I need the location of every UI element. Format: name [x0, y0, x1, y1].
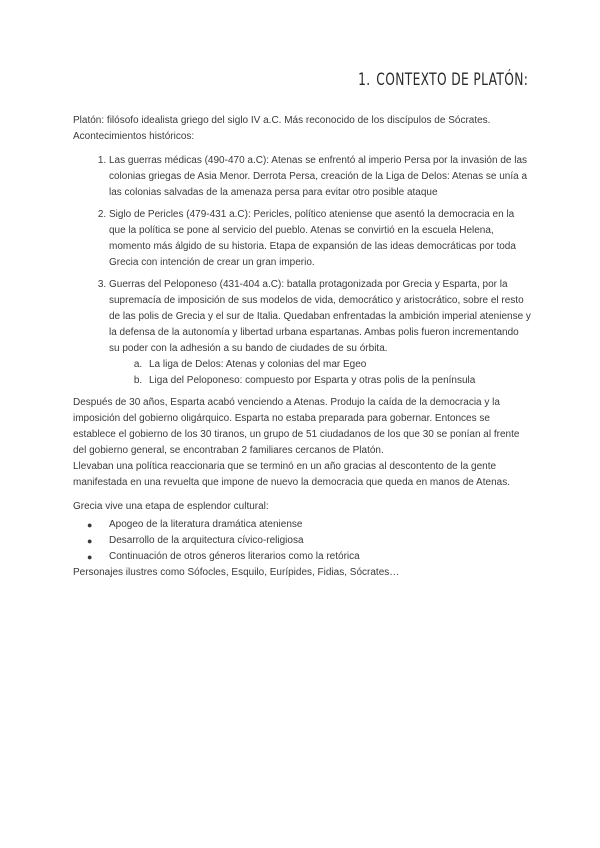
event-text: Las guerras médicas (490-470 a.C): Atenas se enfrentó al imperio Persa por la invasión de las colonias griegas de Asia Menor. Derrota Persa, creación de la Liga de Delos: Atenas se unía a las colonias salvadas de la amenaza persa para evitar otro posible ataque [109, 155, 528, 198]
title-number: 1. [357, 70, 371, 90]
intro-line-events: Acontecimientos históricos: [73, 131, 195, 142]
event-text: Siglo de Pericles (479-431 a.C): Pericles, político ateniense que asentó la democracia en la que la política se pone al servicio del pueblo. Atenas se convirtió en la escuela Helena, momento más álgido de su historia. Etapa de expansión de las ideas democráticas por toda Grecia con intención de crear un gran imperio. [109, 209, 516, 268]
after-war-paragraph: Después de 30 años, Esparta acabó venciendo a Atenas. Produjo la caída de la democracia y la imposición del gobierno oligárquico. Esparta no estaba preparada para gobernar. Entonces se establece el gobierno de los 30 tiranos, un grupo de 51 ciudadanos de los que 30 se ponían al frente del gobierno general, se encontraban 2 familiares cercanos de Platón. [73, 397, 520, 456]
title-text: CONTEXTO DE PLATÓN: [376, 70, 528, 90]
page-title [358, 72, 528, 88]
list-item [87, 517, 531, 533]
bullet-icon: ● [87, 520, 93, 530]
alliances-sublist [109, 357, 531, 389]
list-item-text: Desarrollo de la arquitectura cívico-religiosa [109, 535, 304, 546]
list-item-text: Apogeo de la literatura dramática ateniense [109, 519, 303, 530]
document-body [73, 113, 531, 581]
intro-paragraph [73, 113, 531, 145]
list-item [87, 533, 531, 549]
event-item [109, 277, 531, 389]
bullet-icon: ● [87, 552, 93, 562]
culture-list [73, 517, 531, 565]
reaction-paragraph: Llevaban una política reaccionaria que se terminó en un año gracias al descontento de la gente manifestada en una revuelta que impone de nuevo la democracia que queda en manos de Atenas. [73, 461, 510, 488]
list-item [87, 549, 531, 565]
culture-heading: Grecia vive una etapa de esplendor cultural: [73, 501, 269, 512]
list-item-text: Continuación de otros géneros literarios como la retórica [109, 551, 360, 562]
event-item [109, 153, 531, 201]
event-item [109, 207, 531, 271]
sublist-item: b. Liga del Peloponeso: compuesto por Esparta y otras polis de la península [145, 373, 531, 389]
sublist-item: a. La liga de Delos: Atenas y colonias del mar Egeo [145, 357, 531, 373]
events-list [73, 153, 531, 389]
personajes-line: Personajes ilustres como Sófocles, Esquilo, Eurípides, Fidias, Sócrates… [73, 567, 400, 578]
bullet-icon: ● [87, 536, 93, 546]
intro-line-plato: Platón: filósofo idealista griego del siglo IV a.C. Más reconocido de los discípulos de Sócrates. [73, 115, 491, 126]
event-text: Guerras del Peloponeso (431-404 a.C): batalla protagonizada por Grecia y Esparta, por la supremacía de imposición de sus modelos de vida, democrático y aristocrático, sobre el resto de las polis de Grecia y el sur de Italia. Quedaban enfrentadas la ambición imperial ateniense y la defensa de la autonomía y libertad urbana espartanas. Ambas polis fueron incrementando su poder con la adhesión a su bando de ciudades de su órbita. [109, 279, 531, 354]
